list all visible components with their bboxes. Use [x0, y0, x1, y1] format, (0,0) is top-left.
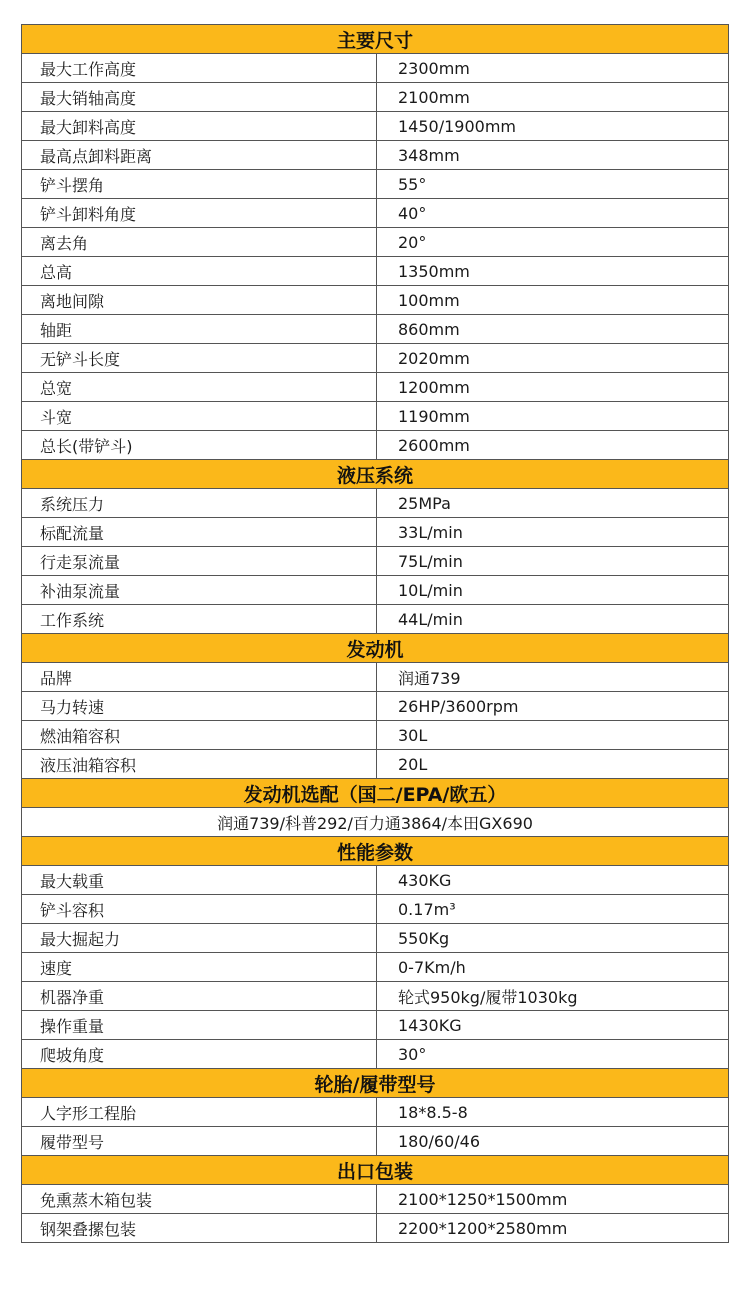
- spec-label: 最大工作高度: [22, 54, 377, 82]
- spec-row: [21, 198, 729, 228]
- spec-label: 轴距: [22, 315, 377, 343]
- spec-row: [21, 1039, 729, 1069]
- spec-label: 铲斗卸料角度: [22, 199, 377, 227]
- spec-label: 最高点卸料距离: [22, 141, 377, 169]
- full-width-row: 润通739/科普292/百力通3864/本田GX690: [21, 807, 729, 837]
- spec-label: 人字形工程胎: [22, 1098, 377, 1126]
- spec-value: 860mm: [398, 319, 460, 339]
- spec-row: [21, 546, 729, 576]
- spec-label: 燃油箱容积: [22, 721, 377, 749]
- spec-row: [21, 1097, 729, 1127]
- spec-row: [21, 604, 729, 634]
- spec-label: 速度: [22, 953, 377, 981]
- spec-value: 26HP/3600rpm: [398, 696, 519, 716]
- spec-row: [21, 372, 729, 402]
- spec-row: [21, 53, 729, 83]
- spec-value: 0-7Km/h: [398, 957, 466, 977]
- spec-label: 液压油箱容积: [22, 750, 377, 778]
- spec-value: 40°: [398, 203, 427, 223]
- spec-value: 1430KG: [398, 1015, 462, 1035]
- spec-value: 1200mm: [398, 377, 470, 397]
- spec-row: [21, 430, 729, 460]
- spec-row: [21, 227, 729, 257]
- spec-label: 免熏蒸木箱包装: [22, 1185, 377, 1213]
- spec-row: [21, 111, 729, 141]
- spec-label: 离去角: [22, 228, 377, 256]
- spec-row: [21, 343, 729, 373]
- section-header: 液压系统: [21, 459, 729, 489]
- spec-label: 总高: [22, 257, 377, 285]
- spec-table: [21, 25, 729, 1243]
- spec-value: 25MPa: [398, 493, 451, 513]
- spec-row: [21, 314, 729, 344]
- spec-value: 430KG: [398, 870, 452, 890]
- spec-value: 润通739: [398, 668, 461, 688]
- spec-row: [21, 1126, 729, 1156]
- spec-row: [21, 981, 729, 1011]
- spec-label: 品牌: [22, 663, 377, 691]
- spec-label: 系统压力: [22, 489, 377, 517]
- spec-label: 无铲斗长度: [22, 344, 377, 372]
- spec-row: [21, 865, 729, 895]
- spec-value: 2200*1200*2580mm: [398, 1218, 568, 1238]
- spec-label: 总长(带铲斗): [22, 431, 377, 459]
- spec-label: 行走泵流量: [22, 547, 377, 575]
- spec-value: 100mm: [398, 290, 460, 310]
- spec-value: 55°: [398, 174, 427, 194]
- spec-row: [21, 1010, 729, 1040]
- spec-label: 铲斗容积: [22, 895, 377, 923]
- spec-label: 爬坡角度: [22, 1040, 377, 1068]
- section-header: 发动机选配（国二/EPA/欧五）: [21, 778, 729, 808]
- spec-value: 2100*1250*1500mm: [398, 1189, 568, 1209]
- spec-value: 1190mm: [398, 406, 470, 426]
- section-header: 轮胎/履带型号: [21, 1068, 729, 1098]
- spec-label: 马力转速: [22, 692, 377, 720]
- spec-label: 标配流量: [22, 518, 377, 546]
- spec-row: [21, 691, 729, 721]
- spec-row: [21, 285, 729, 315]
- spec-value: 33L/min: [398, 522, 463, 542]
- spec-row: [21, 894, 729, 924]
- spec-value: 20L: [398, 754, 428, 774]
- spec-value: 30L: [398, 725, 428, 745]
- spec-row: [21, 401, 729, 431]
- spec-label: 最大载重: [22, 866, 377, 894]
- spec-row: [21, 1213, 729, 1243]
- section-header: 出口包装: [21, 1155, 729, 1185]
- spec-label: 最大卸料高度: [22, 112, 377, 140]
- spec-row: [21, 575, 729, 605]
- spec-row: [21, 1184, 729, 1214]
- spec-value: 2020mm: [398, 348, 470, 368]
- spec-row: [21, 952, 729, 982]
- spec-label: 铲斗摆角: [22, 170, 377, 198]
- spec-label: 钢架叠摞包装: [22, 1214, 377, 1242]
- spec-value: 轮式950kg/履带1030kg: [398, 987, 578, 1007]
- spec-row: [21, 169, 729, 199]
- spec-row: [21, 662, 729, 692]
- spec-value: 0.17m³: [398, 899, 456, 919]
- spec-value: 18*8.5-8: [398, 1102, 468, 1122]
- spec-row: [21, 488, 729, 518]
- spec-row: [21, 82, 729, 112]
- spec-label: 最大销轴高度: [22, 83, 377, 111]
- spec-row: [21, 517, 729, 547]
- spec-value: 2600mm: [398, 435, 470, 455]
- spec-value: 1450/1900mm: [398, 116, 516, 136]
- section-header: 性能参数: [21, 836, 729, 866]
- spec-value: 44L/min: [398, 609, 463, 629]
- spec-label: 补油泵流量: [22, 576, 377, 604]
- spec-value: 348mm: [398, 145, 460, 165]
- spec-label: 机器净重: [22, 982, 377, 1010]
- spec-label: 工作系统: [22, 605, 377, 633]
- spec-value: 1350mm: [398, 261, 470, 281]
- spec-value: 550Kg: [398, 928, 450, 948]
- section-header: 主要尺寸: [21, 24, 729, 54]
- spec-row: [21, 140, 729, 170]
- spec-value: 10L/min: [398, 580, 463, 600]
- spec-row: [21, 256, 729, 286]
- spec-value: 20°: [398, 232, 427, 252]
- spec-value: 75L/min: [398, 551, 463, 571]
- spec-row: [21, 749, 729, 779]
- spec-value: 2100mm: [398, 87, 470, 107]
- section-header: 发动机: [21, 633, 729, 663]
- spec-label: 斗宽: [22, 402, 377, 430]
- spec-label: 最大掘起力: [22, 924, 377, 952]
- spec-label: 履带型号: [22, 1127, 377, 1155]
- spec-value: 2300mm: [398, 58, 470, 78]
- spec-label: 总宽: [22, 373, 377, 401]
- spec-label: 操作重量: [22, 1011, 377, 1039]
- spec-row: [21, 923, 729, 953]
- spec-row: [21, 720, 729, 750]
- spec-label: 离地间隙: [22, 286, 377, 314]
- spec-value: 30°: [398, 1044, 427, 1064]
- spec-value: 180/60/46: [398, 1131, 481, 1151]
